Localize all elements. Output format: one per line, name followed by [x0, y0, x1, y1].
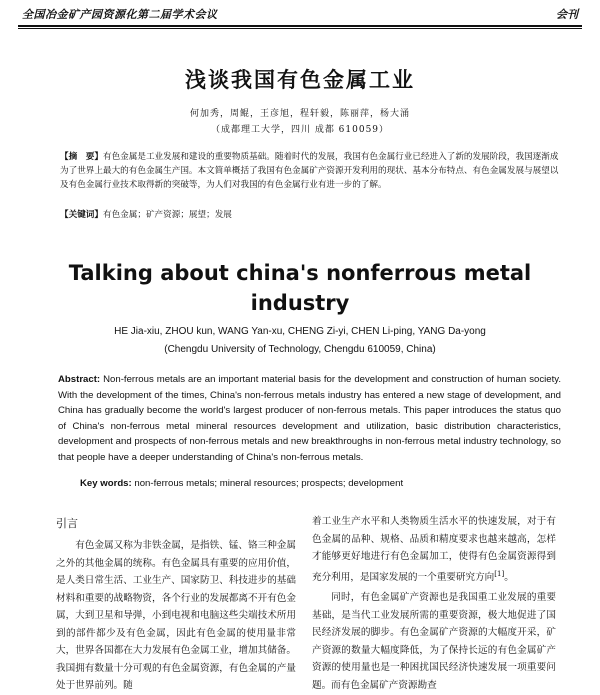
conference-name: 全国冶金矿产园资源化第二届学术会议: [22, 8, 218, 21]
citation-ref: [1]: [494, 569, 505, 578]
chinese-abstract-text: 有色金属是工业发展和建设的重要物质基础。随着时代的发展，我国有色金属行业已经进入了新的发展阶段，我国逐渐成为了世界上最大的有色金属生产国。本文简单概括了我国有色金属矿产资源开发利用的现状、基本分布特点、有色金属发展与展望以及有色金属行业技术取得新的突破等，为人们对我国的有色金属行业有进一步的了解。: [60, 152, 559, 191]
chinese-keywords-text: 有色金属；矿产资源；展望；发展: [102, 210, 232, 220]
english-abstract: [58, 372, 561, 465]
body-paragraph: 同时，有色金属矿产资源也是我国重工业发展的重要基础，是当代工业发展所需的重要资源，极大地促进了国民经济发展的脚步。有色金属矿产资源的大幅度开采，矿产资源的数量大幅度降低，为了保持长远的有色金属矿产资源的使用量也是一种困扰国民经济快速发展一项重要问题。而有色金属矿产资源勘查: [312, 592, 556, 691]
chinese-keywords: [60, 208, 560, 220]
chinese-affiliation: （成都理工大学，四川 成都 610059）: [210, 125, 390, 135]
english-keywords-text: non-ferrous metals; mineral resources; prospects; development: [134, 478, 404, 489]
running-header: [0, 0, 600, 30]
english-title: Talking about china's nonferrous metal industry: [68, 261, 532, 315]
header-divider-thin: [18, 28, 582, 29]
body-column-right: [312, 513, 556, 694]
english-authors: HE Jia-xiu, ZHOU kun, WANG Yan-xu, CHENG Zi-yi, CHEN Li-ping, YANG Da-yong: [114, 326, 486, 337]
body-paragraph-continued: [312, 513, 556, 586]
chinese-authors: 何加秀，周鲲，王彦旭，程轩毅，陈丽萍，杨大涌: [189, 109, 410, 119]
body-paragraph-text: 着工业生产水平和人类物质生活水平的快速发展，对于有色金属的品种、规格、品质和精度要求也越来越高，怎样才能够更好地进行有色金属加工，使得有色金属资源得到充分利用，是国家发展的一个重要研究方向: [312, 516, 556, 583]
chinese-keywords-label: 【关键词】: [60, 210, 103, 220]
chinese-title: 浅谈我国有色金属工业: [185, 67, 415, 92]
english-keywords: [80, 478, 560, 489]
proceedings-label: 会刊: [556, 8, 578, 21]
body-paragraph: 有色金属又称为非铁金属，是指铁、锰、铬三种金属之外的其他金属的统称。有色金属具有重要的应用价值，是人类日常生活、工业生产、国家防卫、科技进步的基础材料和重要的战略物资，各个行业的发展都离不开有色金属，大到卫星和导弹，小到电视和电脑这些尖端技术所用到的部件都少及有色金属，因此有色金属的使用量非常大，世界各国都在大力发展有色金属工业，增加其储备。我国拥有数量十分可观的有色金属资源，有色金属的产量处于世界前列。随: [56, 540, 296, 691]
body-column-left: [56, 537, 296, 695]
sentence-end: 。: [504, 571, 514, 583]
section-heading: 引言: [56, 517, 78, 530]
english-affiliation: (Chengdu University of Technology, Chengdu 610059, China): [164, 344, 436, 355]
header-divider: [18, 25, 582, 27]
english-abstract-text: Non-ferrous metals are an important material basis for the development and construction of human society. With the development of the times, China's non-ferrous metals industry has entered a new stage of development, and China has gradually become the world's largest producer of non-ferrous metals. This paper introduces the status quo of China's non-ferrous metal mineral resources development and utilization, basic distribution characteristics, development and prospects of non-ferrous metals and new breakthroughs in non-ferrous metal industry technology, so that people have a deeper understanding of China's non-ferrous metals.: [58, 374, 562, 463]
chinese-abstract-label: 【摘 要】: [60, 152, 103, 162]
chinese-abstract: [60, 150, 560, 193]
english-abstract-label: Abstract:: [58, 374, 101, 385]
english-keywords-label: Key words:: [80, 478, 132, 489]
